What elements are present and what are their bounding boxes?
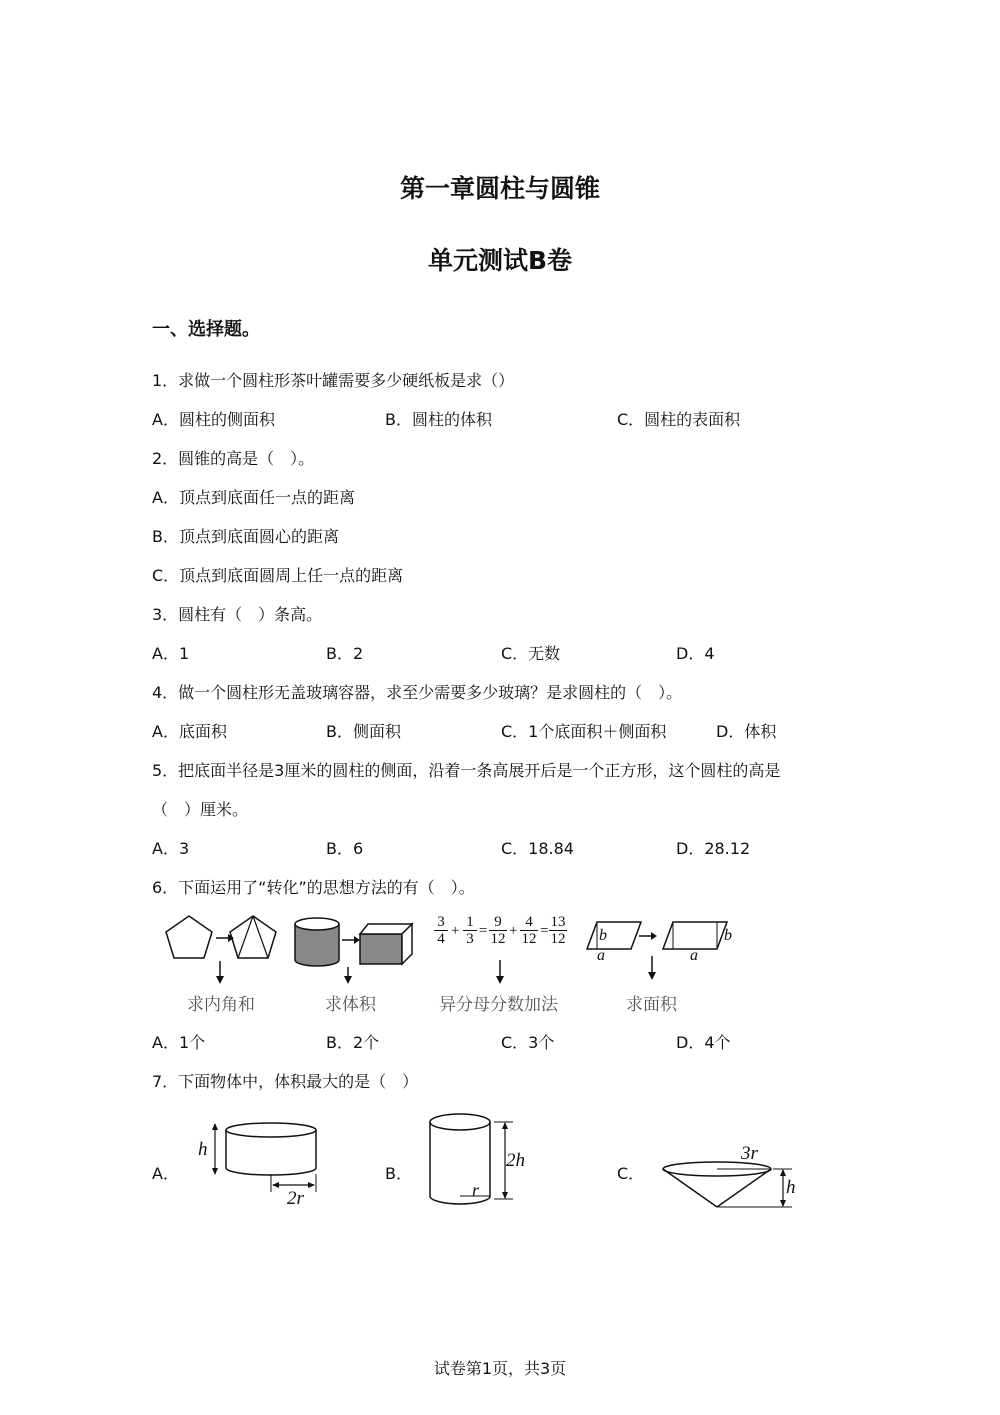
fraction-3-4: 3 4 xyxy=(434,914,448,947)
question-1-option-b[interactable]: B．圆柱的体积 xyxy=(385,410,492,429)
question-4-option-b[interactable]: B．侧面积 xyxy=(326,722,401,741)
cylinder-b-height-label: 2h xyxy=(506,1150,525,1171)
rectangle-base-label: a xyxy=(690,947,698,964)
question-2-stem: 2．圆锥的高是（ ）。 xyxy=(152,449,315,468)
caption-volume: 求体积 xyxy=(325,995,376,1015)
parallelogram-base-label: a xyxy=(597,947,605,964)
page-title: 第一章圆柱与圆锥 xyxy=(399,174,600,203)
fraction-13-12: 13 12 xyxy=(550,914,566,947)
question-4-option-c[interactable]: C．1个底面积＋侧面积 xyxy=(501,722,667,741)
question-3-option-d[interactable]: D．4 xyxy=(676,644,715,663)
question-6-option-b[interactable]: B．2个 xyxy=(326,1033,380,1052)
question-6-option-a[interactable]: A．1个 xyxy=(152,1033,206,1052)
caption-interior-angles: 求内角和 xyxy=(187,995,255,1015)
question-1-stem: 1．求做一个圆柱形茶叶罐需要多少硬纸板是求（） xyxy=(152,371,515,390)
page-subtitle: 单元测试B卷 xyxy=(427,246,573,275)
question-5-option-c[interactable]: C．18.84 xyxy=(501,839,574,858)
question-1-option-c[interactable]: C．圆柱的表面积 xyxy=(617,410,741,429)
question-5-option-d[interactable]: D．28.12 xyxy=(676,839,751,858)
question-5-stem-line2: （ ）厘米。 xyxy=(152,800,249,819)
question-3-stem: 3．圆柱有（ ）条高。 xyxy=(152,605,323,624)
question-7-stem: 7．下面物体中，体积最大的是（ ） xyxy=(152,1072,419,1091)
question-6-option-d[interactable]: D．4个 xyxy=(676,1033,731,1052)
plus-sign-2: + xyxy=(509,923,518,939)
question-6-stem: 6．下面运用了“转化”的思想方法的有（ ）。 xyxy=(152,878,475,897)
question-5-option-b[interactable]: B．6 xyxy=(326,839,364,858)
question-5-stem-line1: 5．把底面半径是3厘米的圆柱的侧面，沿着一条高展开后是一个正方形，这个圆柱的高是 xyxy=(152,761,781,780)
cone-height-label: h xyxy=(786,1177,796,1198)
question-4-option-a[interactable]: A．底面积 xyxy=(152,722,227,741)
question-2-option-c[interactable]: C．顶点到底面圆周上任一点的距离 xyxy=(152,566,404,585)
fraction-addition-figure xyxy=(432,912,572,960)
plus-sign: + xyxy=(451,923,460,939)
cone-radius-label: 3r xyxy=(741,1143,758,1164)
question-7-option-a[interactable]: A． xyxy=(152,1164,179,1183)
rectangle-side-label: b xyxy=(724,927,732,944)
parallelogram-figure xyxy=(583,912,743,987)
parallelogram-side-label: b xyxy=(599,927,607,944)
question-1-option-a[interactable]: A．圆柱的侧面积 xyxy=(152,410,275,429)
fraction-arrow xyxy=(492,960,508,986)
equals-sign: = xyxy=(479,923,488,939)
question-3-option-a[interactable]: A．1 xyxy=(152,644,190,663)
question-7-option-b[interactable]: B． xyxy=(385,1164,412,1183)
fraction-4-12: 4 12 xyxy=(521,914,537,947)
caption-fraction-addition: 异分母分数加法 xyxy=(439,995,558,1015)
question-7-option-c[interactable]: C． xyxy=(617,1164,645,1183)
page-footer: 试卷第1页，共3页 xyxy=(433,1359,567,1378)
question-3-option-b[interactable]: B．2 xyxy=(326,644,364,663)
section-heading: 一、选择题。 xyxy=(152,319,260,340)
question-5-option-a[interactable]: A．3 xyxy=(152,839,190,858)
cylinder-a-height-label: h xyxy=(198,1139,208,1160)
equals-sign-2: = xyxy=(540,923,549,939)
cylinder-to-cuboid-figure xyxy=(292,912,422,987)
caption-area: 求面积 xyxy=(626,995,677,1015)
question-6-option-c[interactable]: C．3个 xyxy=(501,1033,555,1052)
question-3-option-c[interactable]: C．无数 xyxy=(501,644,561,663)
question-4-option-d[interactable]: D．体积 xyxy=(716,722,777,741)
cylinder-a-diameter-label: 2r xyxy=(287,1188,304,1209)
question-2-option-b[interactable]: B．顶点到底面圆心的距离 xyxy=(152,527,339,546)
fraction-9-12: 9 12 xyxy=(490,914,506,947)
fraction-1-3: 1 3 xyxy=(463,914,477,947)
question-4-stem: 4．做一个圆柱形无盖玻璃容器，求至少需要多少玻璃？是求圆柱的（ ）。 xyxy=(152,683,683,702)
wide-cylinder-figure xyxy=(195,1118,325,1213)
inverted-cone-figure xyxy=(660,1150,800,1215)
question-2-option-a[interactable]: A．顶点到底面任一点的距离 xyxy=(152,488,355,507)
cylinder-b-radius-label: r xyxy=(472,1180,480,1200)
pentagon-figure xyxy=(160,912,280,987)
